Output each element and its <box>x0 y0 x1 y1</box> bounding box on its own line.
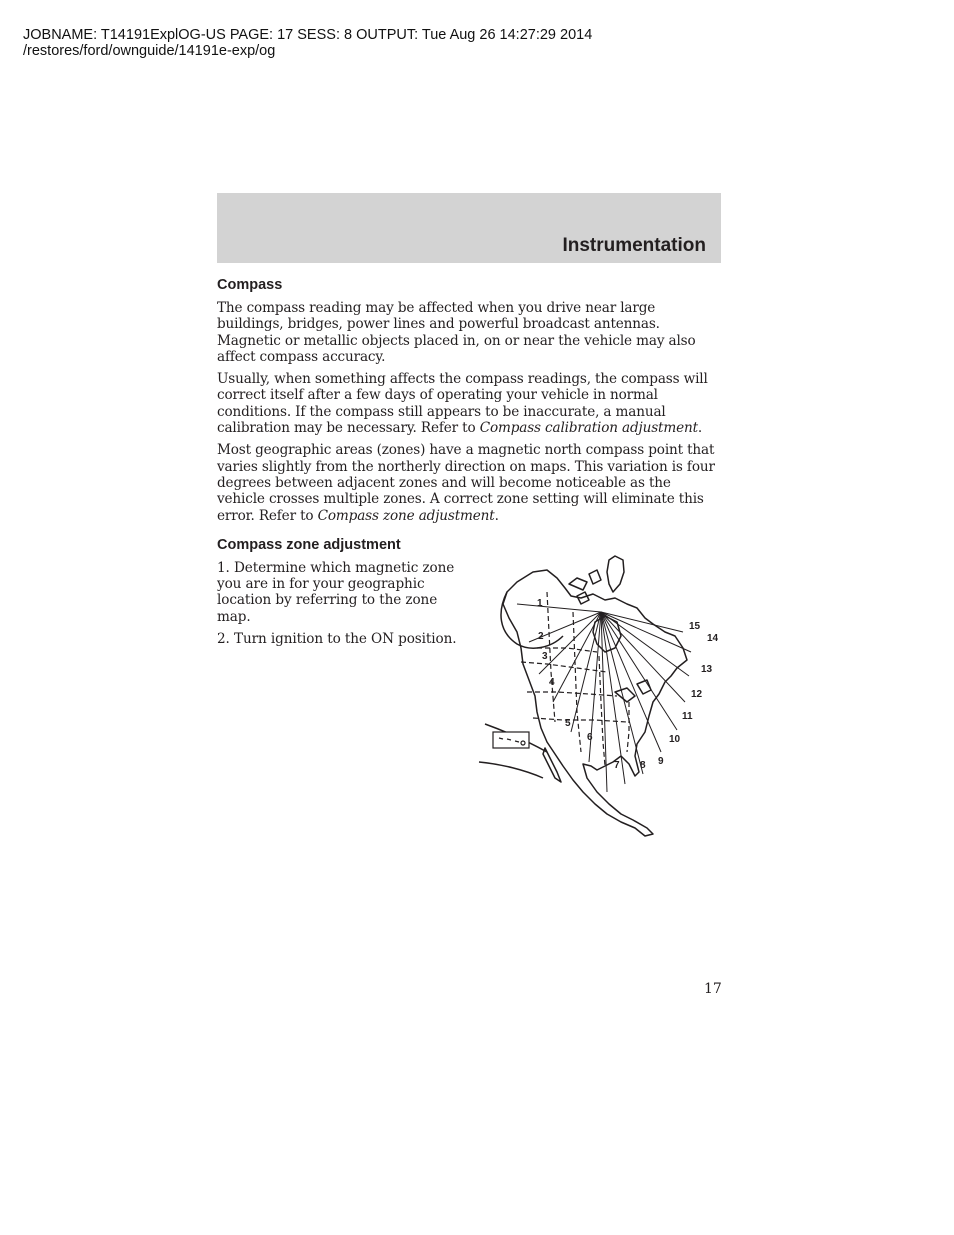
greenland-outline <box>607 556 624 592</box>
border-3 <box>533 718 627 722</box>
great-lakes <box>615 680 651 702</box>
zone-label-2: 2 <box>538 630 544 642</box>
zone-label-11: 11 <box>682 710 693 722</box>
zone-line-11 <box>601 612 677 730</box>
job-info-line-1: JOBNAME: T14191ExplOG-US PAGE: 17 SESS: 8 OUTPUT: Tue Aug 26 14:27:29 2014 <box>23 27 593 43</box>
zone-label-15: 15 <box>689 620 701 632</box>
zone-line-12 <box>601 612 685 702</box>
zone-label-4: 4 <box>549 676 555 688</box>
zone-adjustment-section <box>217 536 721 771</box>
compass-paragraph-3 <box>217 442 721 523</box>
job-info-line-2: /restores/ford/ownguide/14191e-exp/og <box>23 43 276 59</box>
zone-label-1: 1 <box>537 597 543 609</box>
zone-step-2: 2. Turn ignition to the ON position. <box>217 631 457 648</box>
zone-label-13: 13 <box>701 663 713 675</box>
job-info <box>23 27 592 59</box>
compass-calibration-reference: Compass calibration adjustment <box>479 420 698 437</box>
section-header <box>217 193 721 263</box>
pacific-line-2 <box>479 762 543 778</box>
zone-step-1: 1. Determine which magnetic zone you are in for your geographic location by referring to the zone map. <box>217 559 455 625</box>
zone-label-5: 5 <box>565 717 571 729</box>
zone-line-10 <box>601 612 661 752</box>
zone-label-12: 12 <box>691 688 703 700</box>
section-title: Instrumentation <box>562 235 706 256</box>
zone-label-6: 6 <box>587 731 593 743</box>
zone-label-7: 7 <box>614 759 620 771</box>
zone-line-7 <box>601 612 607 792</box>
compass-paragraph-3-end: . <box>494 507 499 524</box>
compass-heading: Compass <box>217 277 283 293</box>
zone-label-3: 3 <box>542 650 548 662</box>
compass-paragraph-2-text: Usually, when something affects the compass readings, the compass will correct itself after a few days of operating your vehicle in normal conditions. If the compass still appears to be inaccurate, a manual calibration may be necessary. Refer to <box>217 371 708 437</box>
zone-adjustment-heading: Compass zone adjustment <box>217 536 401 553</box>
page-content <box>217 276 721 771</box>
zone-label-10: 10 <box>669 733 681 745</box>
border-1 <box>521 662 607 672</box>
zone-line-4 <box>553 612 601 702</box>
zone-line-3 <box>539 612 601 674</box>
arctic-islands <box>569 570 601 604</box>
compass-paragraph-2-end: . <box>697 420 703 437</box>
zone-line-1 <box>517 604 601 612</box>
page-number: 17 <box>704 981 722 997</box>
compass-paragraph-1: The compass reading may be affected when you drive near large buildings, bridges, power lines and powerful broadcast antennas. Magnetic or metallic objects placed in, on or near the vehicle may also affect compass accuracy. <box>217 300 696 365</box>
compass-paragraph-2 <box>217 371 721 436</box>
border-7 <box>627 702 629 752</box>
baja-outline <box>543 748 561 782</box>
compass-paragraph-3-text: Most geographic areas (zones) have a magnetic north compass point that varies slightly from the northerly direction on maps. This variation is four degrees between adjacent zones and will become noticeable as the vehicle crosses multiple zones. A correct zone setting will eliminate this error. Refer to <box>217 442 715 524</box>
zone-label-8: 8 <box>640 759 646 771</box>
zone-line-9 <box>601 612 643 774</box>
border-4 <box>547 592 555 722</box>
magnetic-zone-map <box>477 552 727 842</box>
zone-steps <box>217 560 463 647</box>
zone-label-9: 9 <box>658 755 664 767</box>
compass-zone-reference: Compass zone adjustment <box>317 507 495 524</box>
zone-label-14: 14 <box>707 632 719 644</box>
